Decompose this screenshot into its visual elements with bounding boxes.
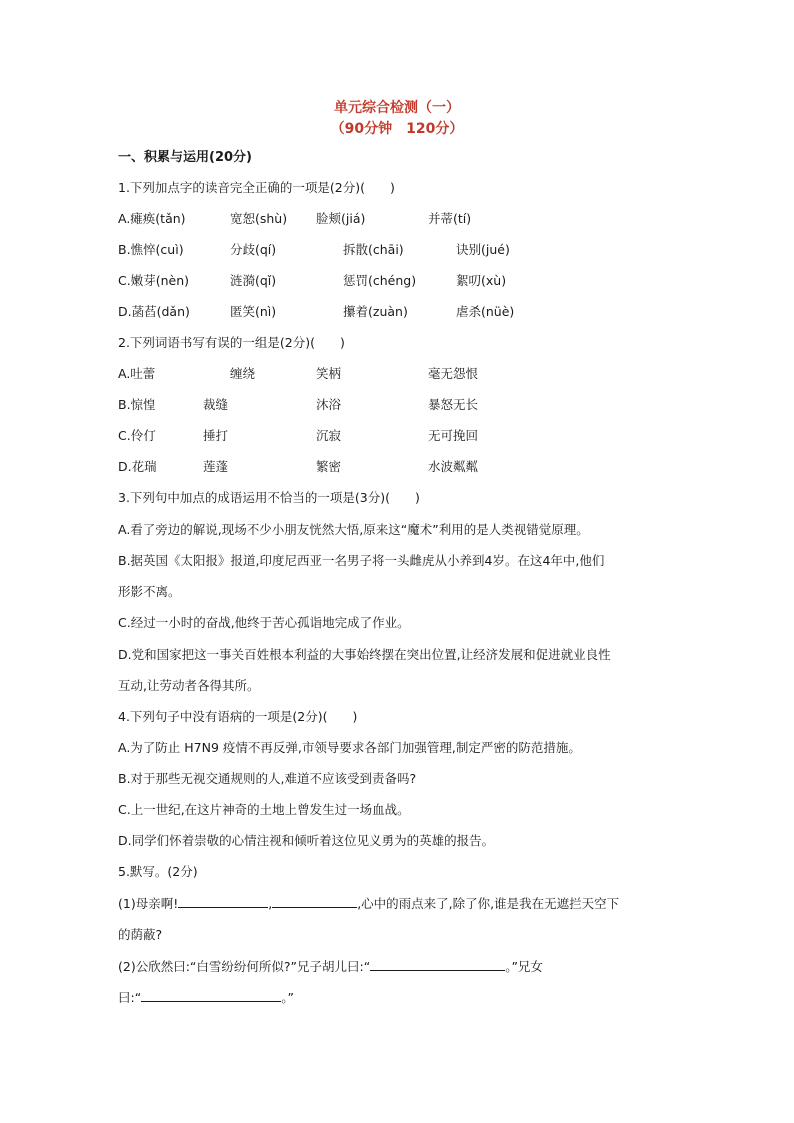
option-cell: B.憔悴(cuì) — [118, 242, 184, 257]
question-3-option-d: D.党和国家把这一事关百姓根本利益的大事始终摆在突出位置,让经济发展和促进就业良性 — [118, 647, 611, 662]
option-cell: 沐浴 — [316, 397, 342, 412]
option-cell: 裁缝 — [203, 397, 229, 412]
text: ,心中的雨点来了,除了你,谁是我在无遮拦天空下 — [357, 896, 620, 911]
question-4-option-d: D.同学们怀着崇敬的心情注视和倾听着这位见义勇为的英雄的报告。 — [118, 833, 495, 848]
option-cell: D.花瑞 — [118, 459, 157, 474]
question-3-option-c: C.经过一小时的奋战,他终于苦心孤诣地完成了作业。 — [118, 615, 410, 630]
text: (1)母亲啊! — [118, 896, 179, 911]
text: , — [268, 896, 273, 911]
question-4-option-b: B.对于那些无视交通规则的人,难道不应该受到责备吗? — [118, 771, 417, 786]
option-cell: 拆散(chāi) — [343, 242, 404, 257]
option-cell: 暴怒无长 — [428, 397, 479, 412]
question-5-part-2-cont — [118, 988, 294, 1006]
question-3-option-a: A.看了旁边的解说,现场不少小朋友恍然大悟,原来这“魔术”利用的是人类视错觉原理。 — [118, 522, 589, 537]
text: 。”兄女 — [505, 959, 543, 974]
question-3-option-b: B.据英国《太阳报》报道,印度尼西亚一名男子将一头雌虎从小养到4岁。在这4年中,他们 — [118, 553, 605, 568]
question-4-option-a: A.为了防止 H7N9 疫情不再反弹,市领导要求各部门加强管理,制定严密的防范措施。 — [118, 740, 581, 755]
question-5-part-1 — [118, 894, 619, 912]
option-cell: B.惊惶 — [118, 397, 156, 412]
option-cell: 虐杀(nüè) — [456, 304, 515, 319]
text: 曰:“ — [118, 990, 142, 1005]
option-cell: 涟漪(qǐ) — [230, 273, 277, 288]
option-cell: 攥着(zuàn) — [343, 304, 408, 319]
question-1-stem: 1.下列加点字的读音完全正确的一项是(2分)( ) — [118, 180, 395, 195]
option-cell: 惩罚(chéng) — [343, 273, 417, 288]
question-4-option-c: C.上一世纪,在这片神奇的土地上曾发生过一场血战。 — [118, 802, 410, 817]
option-cell: C.伶仃 — [118, 428, 156, 443]
option-cell: 捶打 — [203, 428, 229, 443]
option-cell: 繁密 — [316, 459, 342, 474]
answer-blank[interactable] — [178, 897, 268, 908]
title: 单元综合检测（一） — [334, 100, 460, 116]
option-cell: C.嫩芽(nèn) — [118, 273, 189, 288]
text: 。” — [281, 990, 294, 1005]
answer-blank[interactable] — [370, 960, 505, 971]
question-2-stem: 2.下列词语书写有误的一组是(2分)( ) — [118, 335, 345, 350]
question-3-option-b-cont: 形影不离。 — [118, 584, 181, 599]
question-5-stem: 5.默写。(2分) — [118, 864, 198, 879]
option-cell: 絮叨(xù) — [456, 273, 507, 288]
option-cell: A.吐蕾 — [118, 366, 156, 381]
option-cell: 脸颊(jiá) — [316, 211, 366, 226]
option-cell: 沉寂 — [316, 428, 342, 443]
text: (2)公欣然曰:“白雪纷纷何所似?”兄子胡儿曰:“ — [118, 959, 371, 974]
answer-blank[interactable] — [141, 991, 281, 1002]
question-5-part-2 — [118, 957, 543, 975]
option-cell: 笑柄 — [316, 366, 342, 381]
option-cell: 宽恕(shù) — [230, 211, 288, 226]
question-5-part-1-cont: 的荫蔽? — [118, 927, 163, 942]
option-cell: 水波粼粼 — [428, 459, 479, 474]
option-cell: D.菡萏(dǎn) — [118, 304, 190, 319]
option-cell: 莲蓬 — [203, 459, 229, 474]
option-cell: 分歧(qí) — [230, 242, 277, 257]
question-3-option-d-cont: 互动,让劳动者各得其所。 — [118, 678, 260, 693]
option-cell: 匿笑(nì) — [230, 304, 277, 319]
section-heading: 一、积累与运用(20分) — [118, 150, 252, 165]
question-3-stem: 3.下列句中加点的成语运用不恰当的一项是(3分)( ) — [118, 490, 420, 505]
option-cell: 无可挽回 — [428, 428, 479, 443]
option-cell: 毫无怨恨 — [428, 366, 479, 381]
option-cell: 缠绕 — [230, 366, 256, 381]
subtitle: （90分钟 120分） — [330, 121, 464, 137]
option-cell: 并蒂(tí) — [428, 211, 472, 226]
option-cell: 诀别(jué) — [456, 242, 510, 257]
option-cell: A.瘫痪(tǎn) — [118, 211, 186, 226]
question-4-stem: 4.下列句子中没有语病的一项是(2分)( ) — [118, 709, 358, 724]
answer-blank[interactable] — [272, 897, 357, 908]
